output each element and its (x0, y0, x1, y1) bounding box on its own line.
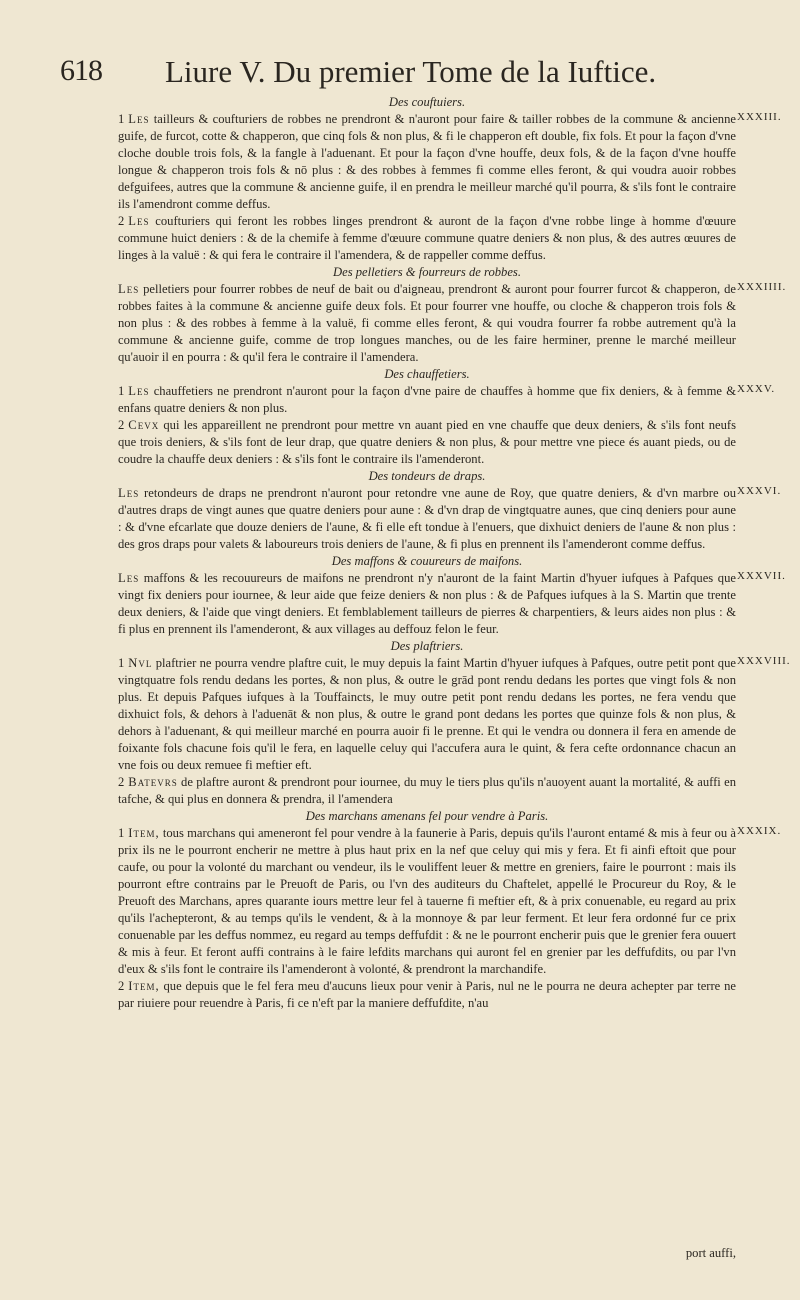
marginal-numeral: XXXVI. (737, 485, 782, 497)
article-paragraph: 1 Les tailleurs & coufturiers de robbes ne prendront & n'auront pour faire & tailler robbes de la commune & ancienne guife, de furcot, cotte & chapperon, que cinq fols & non plus, & fi le chapperon eft double, fix fols. Et pour la façon d'vne cloche double trois fols, & la fangle à l'aduenant. Et pour la façon d'vne houffe, deux fols, & de la façon d'vne houffe longue & chapperon trois fols & nō plus : & des robbes à femmes fi comme elles feront, & qui voudra auoir robbes defguifees, autres que la commune & ancienne guife, il en prendra le meilleur marché qu'il pourra, & s'ils font le contraire ils l'amendront comme deffus. (118, 112, 736, 211)
article-paragraph: 1 Item, tous marchans qui ameneront fel pour vendre à la faunerie à Paris, depuis qu'ils l'auront entamé & mis à feur ou à prix ils ne le pourront encherir ne mettre à plus haut prix en la nef que celuy qui mis y fera. Et fi ainfi eftoit que pour caufe, ou pour la volonté du marchant ou vendeur, ils le vouliffent leuer & mettre en greniers, faire le pourront : mais ils pourront eftre contrains par le Preuoft de Paris, ou l'vn des auditeurs du Chaftelet, appellé le Procureur du Roy, & le Preuoft des Marchans, apres quarante iours mettre leur fel à tauerne fi meftier eft, & à prix conuenable, eu regard au prix qu'ils l'achepteront, & au temps qu'ils le vendent, & à la monnoye & par leur ferment. Et leur fera ordonné fur ce prix conuenable par les deffus nommez, eu regard au temps deffufdit : & ne le pourront encherir puis que le grenier fera ouuert & mis à feur. Et feront auffi contrains à le faire lefdits marchans qui auront fel en grenier par les deffufdits, ou par l'vn d'eux & s'ils font le contraire ils l'amenderont à volonté, & prendront la marchandife. (118, 826, 736, 976)
article-number: 1 (118, 826, 125, 840)
article-paragraph: Les retondeurs de draps ne prendront n'auront pour retondre vne aune de Roy, que quatre deniers, & d'vn marbre ou d'autres draps de vingt aunes que quatre deniers pour aune : & d'vn drap de vingtquatre aunes, que cinq deniers pour aune : & d'vne efcarlate que douze deniers de l'aune, & fi elle eft tondue à l'enuers, que dixhuict deniers de l'aune & non plus : des gros draps pour valets & laboureurs trois deniers de l'aune, & fi plus en prennent ils l'amenderont comme deffus. (118, 486, 736, 551)
section-heading: Des pelletiers & fourreurs de robbes. (333, 265, 521, 279)
section-heading: Des chauffetiers. (384, 367, 470, 381)
article-paragraph: Les pelletiers pour fourrer robbes de neuf de bait ou d'aigneau, prendront & auront pour fourrer furcot & chapperon, de robbes faites à la commune & ancienne guife deux fols. Et pour fourrer vne houffe, ou cloche & chapperon trois fols & non plus : & des robbes à femme à la valuë, fi comme elles feront, & qui voudra fourrer fa robbe autrement qu'à la commune & ancienne guife, comme de trop longues manches, ou de les faire herminer, prenne le marché meilleur qu'auoir il en pourra : & qu'il fera le contraire il l'amendera. (118, 282, 736, 364)
lead-word: Les (128, 214, 150, 228)
article-number: 1 (118, 656, 125, 670)
lead-word: Nvl (128, 656, 153, 670)
lead-word: Les (118, 282, 140, 296)
article-number: 1 (118, 384, 125, 398)
lead-word: Les (128, 384, 150, 398)
article-paragraph: 1 Nvl plaftrier ne pourra vendre plaftre cuit, le muy depuis la faint Martin d'hyuer iufques à Pafques, outre petit pont que vingtquatre fols rendu dedans les portes, & non plus, & outre le grād pont rendu dedans les portes que vingt fols & non plus. Et depuis Pafques iufques à la Touffaincts, le muy outre petit pont rendu dedans les portes, ne fera vendu que dixhuict fols, & dehors à l'aduenāt & non plus, & outre le grand pont dedans les portes que quinze fols & non plus, & dehors à l'aduenant, & qui meilleur marché en pourra auoir fi le prenne. Et qui le vendra ou donnera il fera en amende de foixante fols chacune fois qu'il le fera, en laquelle celuy qui l'accufera aura le quint, & fera cefte ordonnance chacun an vne fois ou deux remuee fi meftier eft. (118, 656, 736, 772)
article-number: 2 (118, 775, 125, 789)
article-number: 2 (118, 979, 125, 993)
body-text (118, 94, 736, 1012)
marginal-numeral: XXXVII. (737, 570, 786, 582)
page-header (60, 50, 740, 96)
lead-word: Item, (128, 826, 160, 840)
article-paragraph: 2 Batevrs de plaftre auront & prendront pour iournee, du muy le tiers plus qu'ils n'auoyent auant la mortalité, & auffi en tafche, & qui plus en donnera & prendra, il l'amendera (118, 775, 736, 806)
article-paragraph: 2 Les coufturiers qui feront les robbes linges prendront & auront de la façon d'vne robbe linge à homme d'œuure commune huict deniers : & de la chemife à femme d'œuure commune quatre deniers & non plus, & des autres œuures de linges à la valuë : & qui fera le contraire il l'amendera, & de rappeller comme deffus. (118, 214, 736, 262)
lead-word: Les (128, 112, 150, 126)
article-paragraph: 1 Les chauffetiers ne prendront n'auront pour la façon d'vne paire de chauffes à homme que fix deniers, & à femme & enfans quatre deniers & non plus. (118, 384, 736, 415)
lead-word: Cevx (128, 418, 160, 432)
marginal-numeral: XXXIII. (737, 111, 782, 123)
article-paragraph: 2 Cevx qui les appareillent ne prendront pour mettre vn auant pied en vne chauffe que deux deniers, & s'ils font neufs que trois deniers, & s'ils font de leur drap, que quatre deniers & non plus, & pour mettre vne piece és auant pieds, ou de coudre la chauffe deux deniers : & s'ils font le contraire ils l'amenderont. (118, 418, 736, 466)
article-number: 2 (118, 418, 125, 432)
article-number: 1 (118, 112, 125, 126)
marginal-numeral: XXXIX. (737, 825, 782, 837)
section-heading: Des couftuiers. (388, 95, 466, 109)
folio-number: 618 (60, 54, 102, 87)
lead-word: Batevrs (128, 775, 178, 789)
article-paragraph: 2 Item, que depuis que le fel fera meu d'aucuns lieux pour venir à Paris, nul ne le pourra ne deura achepter par terre ne par riuiere pour reuendre à Paris, fi ce n'eft par la maniere deffufdite, n'au (118, 979, 736, 1010)
section-heading: Des plaftriers. (390, 639, 464, 653)
catchword: port auffi, (685, 1246, 736, 1260)
marginal-numeral: XXXIIII. (737, 281, 787, 293)
running-title: Liure V. Du premier Tome de la Iuftice. (165, 54, 657, 89)
section-heading: Des tondeurs de draps. (368, 469, 486, 483)
section-heading: Des marchans amenans fel pour vendre à Paris. (305, 809, 549, 823)
marginal-numeral: XXXVIII. (737, 655, 791, 667)
article-number: 2 (118, 214, 125, 228)
lead-word: Les (118, 571, 140, 585)
article-paragraph: Les maffons & les recouureurs de maifons ne prendront n'y n'auront de la faint Martin d'hyuer iufques à Pafques que vingt fix deniers pour iournee, & leur aide que feize deniers & non plus : & de Pafques iufques à la S. Martin que trente deux deniers, & l'aide que vingt deniers. Et femblablement tailleurs de pierres & charpentiers, & leurs aides non plus : & fi plus en prennent ils l'amenderont, & aux villages au deffouz felon le feur. (118, 571, 736, 636)
lead-word: Les (118, 486, 140, 500)
section-heading: Des maffons & couureurs de maifons. (331, 554, 523, 568)
lead-word: Item, (128, 979, 160, 993)
marginal-numeral: XXXV. (737, 383, 776, 395)
